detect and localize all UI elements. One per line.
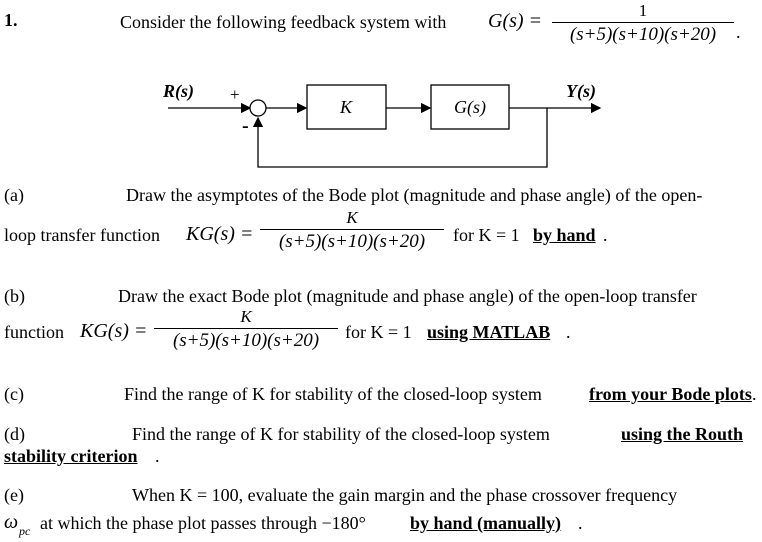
part-e-end: . bbox=[578, 513, 583, 533]
fraction-bar bbox=[154, 328, 338, 329]
part-e-line1: When K = 100, evaluate the gain margin and the phase crossover frequency bbox=[132, 485, 678, 505]
plus-sign: + bbox=[230, 85, 240, 104]
controller-label: K bbox=[339, 97, 353, 117]
part-a-condition: for K = 1 bbox=[453, 225, 520, 245]
part-a-line2-prefix: loop transfer function bbox=[4, 225, 160, 245]
header-period: . bbox=[736, 22, 741, 42]
part-b-kg-lhs: KG(s) = bbox=[80, 320, 148, 342]
part-a-line1: Draw the asymptotes of the Bode plot (magnitude and phase angle) of the open- bbox=[126, 185, 703, 205]
part-c-text: Find the range of K for stability of the closed-loop system bbox=[124, 384, 542, 404]
tf-denominator: (s+5)(s+10)(s+20) bbox=[569, 24, 717, 45]
part-d-label: (d) bbox=[4, 424, 25, 444]
part-b-method: using MATLAB bbox=[427, 322, 551, 342]
part-d-text: Find the range of K for stability of the closed-loop system bbox=[132, 424, 550, 444]
part-b-numerator: K bbox=[240, 307, 252, 326]
part-d-method-line1: using the Routh bbox=[621, 424, 744, 444]
part-c-method: from your Bode plots bbox=[589, 384, 752, 404]
minus-sign: - bbox=[242, 115, 249, 137]
part-a-method: by hand bbox=[533, 225, 596, 245]
tf-numerator: 1 bbox=[638, 1, 648, 20]
part-c-label: (c) bbox=[4, 384, 24, 404]
part-b-end: . bbox=[566, 322, 571, 342]
omega-symbol: ω bbox=[4, 511, 19, 533]
problem-intro: Consider the following feedback system with bbox=[120, 12, 447, 32]
part-b-label: (b) bbox=[4, 286, 25, 306]
omega-subscript: pc bbox=[19, 524, 31, 538]
g-lhs: G(s) = bbox=[488, 10, 543, 32]
plant-label: G(s) bbox=[454, 97, 486, 117]
part-e-line2: at which the phase plot passes through −180° bbox=[40, 513, 366, 533]
problem-number: 1. bbox=[4, 10, 18, 30]
part-a-denominator: (s+5)(s+10)(s+20) bbox=[278, 231, 426, 252]
fraction-bar bbox=[260, 229, 444, 230]
part-a-label: (a) bbox=[4, 185, 24, 205]
part-a-kg-lhs: KG(s) = bbox=[186, 223, 254, 245]
part-d-method-line2: stability criterion bbox=[4, 446, 138, 466]
part-e-method: by hand (manually) bbox=[410, 513, 562, 533]
part-e-label: (e) bbox=[4, 485, 24, 505]
block-diagram bbox=[0, 70, 762, 180]
part-c-end: . bbox=[752, 384, 757, 404]
fraction-bar bbox=[552, 22, 734, 23]
summing-junction bbox=[250, 100, 266, 116]
part-b-condition: for K = 1 bbox=[345, 322, 412, 342]
part-b-transfer-function bbox=[154, 308, 338, 352]
part-b-line1: Draw the exact Bode plot (magnitude and phase angle) of the open-loop transfer bbox=[118, 286, 697, 306]
input-label: R(s) bbox=[163, 81, 194, 101]
output-label: Y(s) bbox=[566, 81, 596, 101]
part-b-denominator: (s+5)(s+10)(s+20) bbox=[172, 330, 320, 351]
part-b-line2-prefix: function bbox=[4, 322, 64, 342]
part-a-numerator: K bbox=[346, 208, 358, 227]
plant-transfer-function bbox=[552, 2, 734, 46]
part-d-end: . bbox=[155, 446, 160, 466]
part-a-transfer-function bbox=[260, 209, 444, 253]
part-a-end: . bbox=[603, 225, 608, 245]
